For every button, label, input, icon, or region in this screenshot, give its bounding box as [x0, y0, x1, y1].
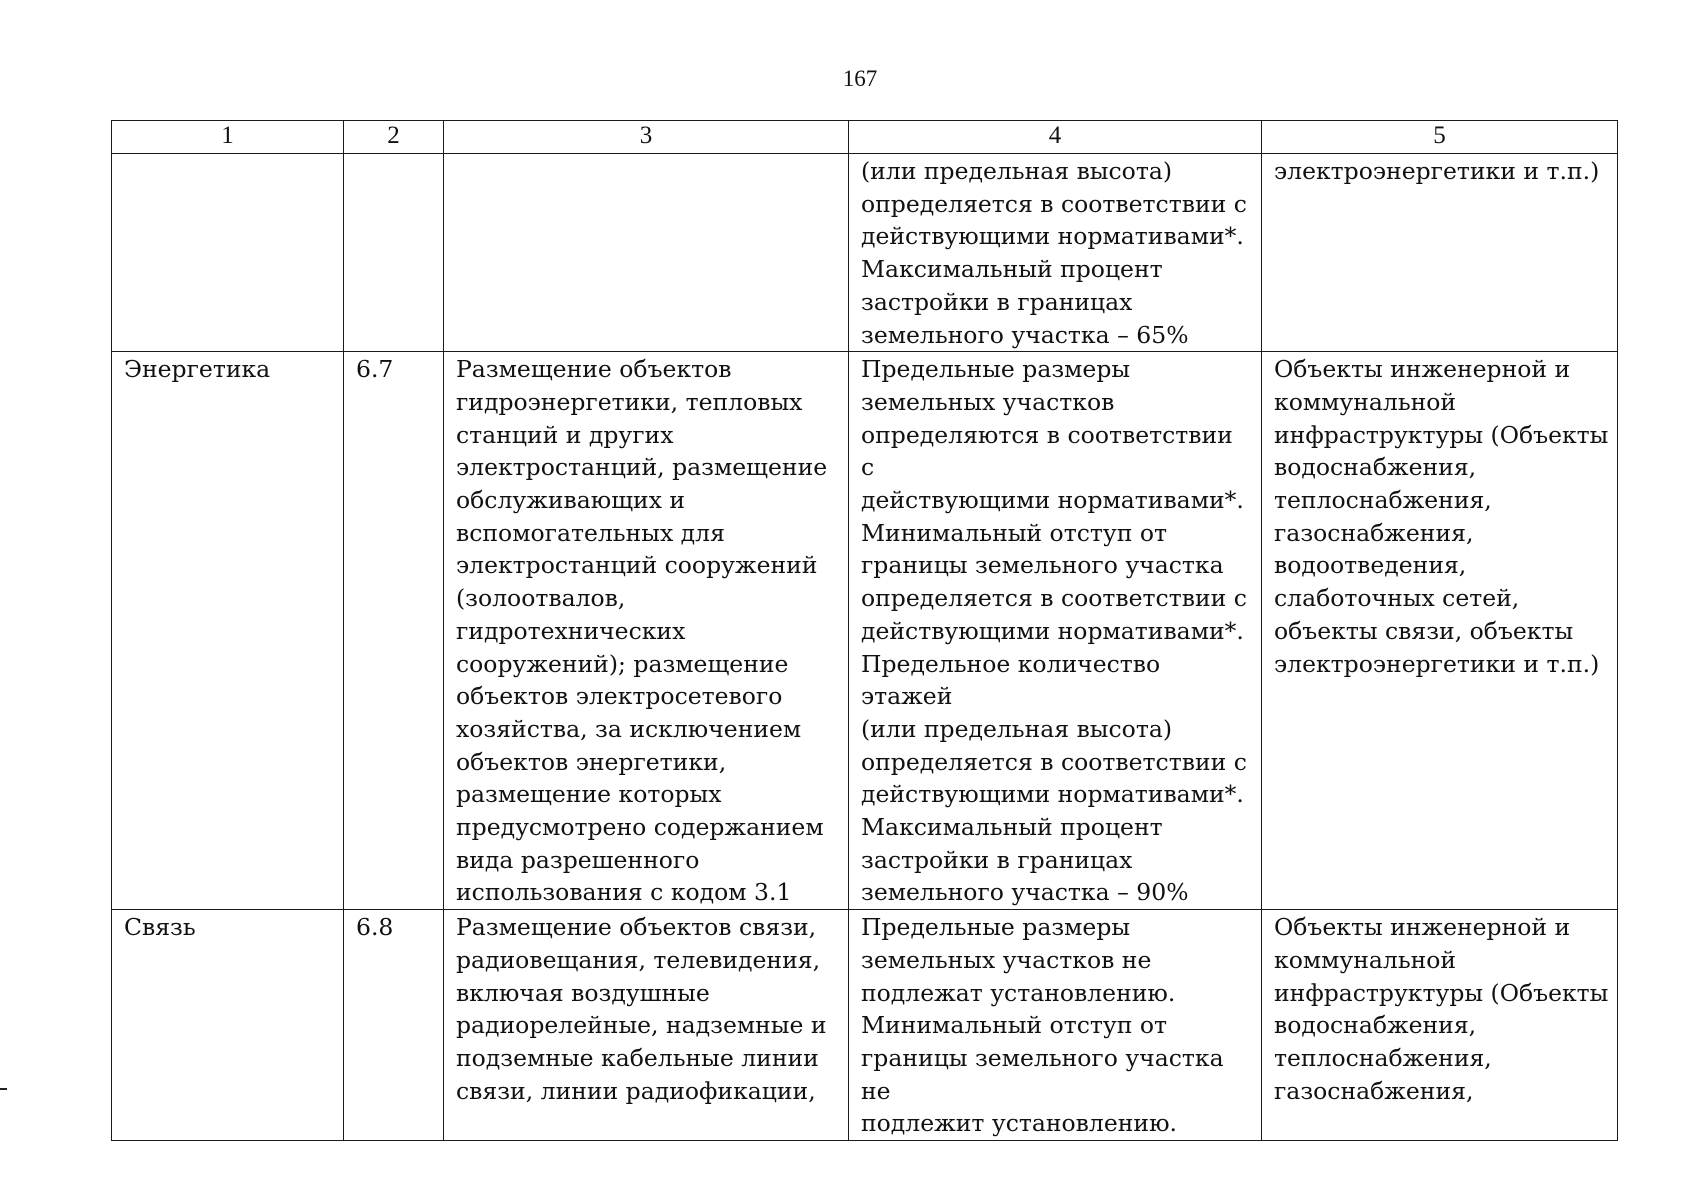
- table-row: [112, 154, 1618, 352]
- use-name-cell: Связь: [112, 910, 344, 1141]
- use-code-cell: 6.7: [344, 352, 444, 910]
- scan-margin-mark: [0, 1088, 7, 1090]
- objects-cell: электроэнергетики и т.п.): [1262, 154, 1618, 352]
- page-number: 167: [842, 66, 878, 91]
- parameters-cell: Предельные размеры земельных участков не подлежат установлению. Минимальный отступ от границы земельного участка не подлежит установлению.: [849, 910, 1262, 1141]
- table-row: [112, 910, 1618, 1141]
- objects-cell: Объекты инженерной и коммунальной инфраструктуры (Объекты водоснабжения, теплоснабжения, газоснабжения, водоотведения, слаботочных сетей, объекты связи, объекты электроэнергетики и т.п.): [1262, 352, 1618, 910]
- use-description-cell: Размещение объектов гидроэнергетики, тепловых станций и других электростанций, размещение обслуживающих и вспомогательных для электростанций сооружений (золоотвалов, гидротехнических сооружений); размещение объектов электросетевого хозяйства, за исключением объектов энергетики, размещение которых предусмотрено содержанием вида разрешенного использования с кодом 3.1: [444, 352, 849, 910]
- table-row: [112, 352, 1618, 910]
- use-name-cell: [112, 154, 344, 352]
- column-header-4: 4: [849, 121, 1262, 154]
- parameters-cell: (или предельная высота) определяется в соответствии с действующими нормативами*. Максимальный процент застройки в границах земельного участка – 65%: [849, 154, 1262, 352]
- column-header-5: 5: [1262, 121, 1618, 154]
- zoning-table: [111, 120, 1618, 1141]
- column-header-2: 2: [344, 121, 444, 154]
- use-name-cell: Энергетика: [112, 352, 344, 910]
- use-description-cell: Размещение объектов связи, радиовещания, телевидения, включая воздушные радиорелейные, надземные и подземные кабельные линии связи, линии радиофикации,: [444, 910, 849, 1141]
- parameters-cell: Предельные размеры земельных участков определяются в соответствии с действующими нормативами*. Минимальный отступ от границы земельного участка определяется в соответствии с действующими нормативами*. Предельное количество этажей (или предельная высота) определяется в соответствии с действующими нормативами*. Максимальный процент застройки в границах земельного участка – 90%: [849, 352, 1262, 910]
- objects-cell: Объекты инженерной и коммунальной инфраструктуры (Объекты водоснабжения, теплоснабжения, газоснабжения,: [1262, 910, 1618, 1141]
- use-code-cell: 6.8: [344, 910, 444, 1141]
- column-header-1: 1: [112, 121, 344, 154]
- use-description-cell: [444, 154, 849, 352]
- column-header-3: 3: [444, 121, 849, 154]
- use-code-cell: [344, 154, 444, 352]
- header-row: [112, 121, 1618, 154]
